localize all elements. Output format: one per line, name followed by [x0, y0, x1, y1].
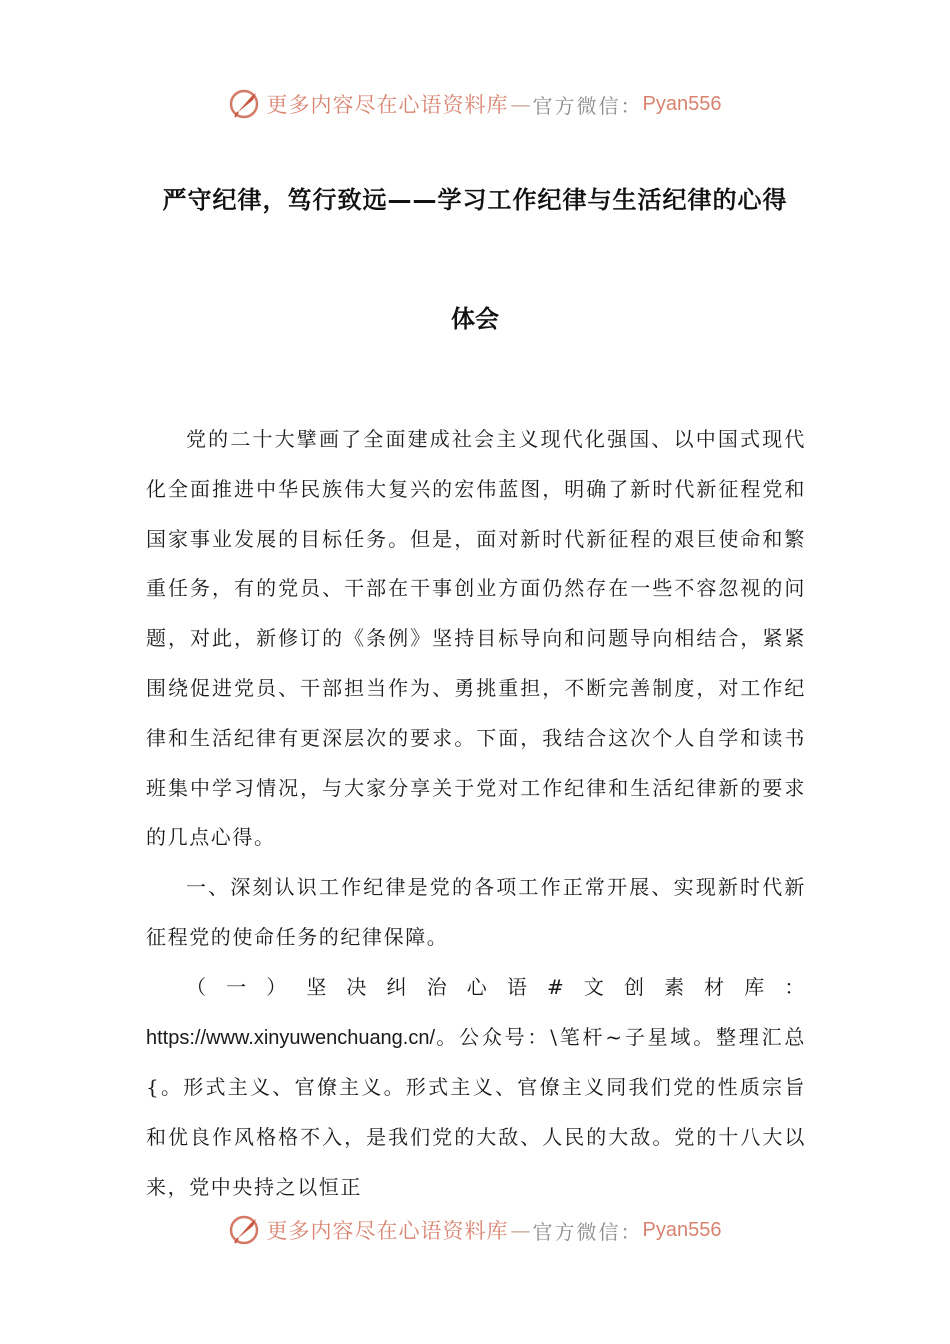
subsection-text-a: （一）坚决纠治心语#文创素材库： — [186, 974, 806, 999]
watermark-dash: — — [510, 92, 531, 116]
footer-watermark — [0, 1210, 950, 1250]
document-title: 严守纪律，笃行致远——学习工作纪律与生活纪律的心得 — [162, 186, 788, 214]
subsection-text-b: 。公众号：\笔杆~子星域。整理汇总{。形式主义、官僚主义。形式主义、官僚主义同我们党的性质宗旨和优良作风格格不入，是我们党的大敌、人民的大敌。党的十八大以来，党中央持之以恒正 — [146, 1024, 806, 1199]
header-watermark — [0, 84, 950, 124]
document-body — [146, 415, 806, 1213]
watermark-text: 更多内容尽在心语资料库 — [266, 1219, 509, 1243]
document-title-continued: 体会 — [451, 305, 499, 333]
watermark-wechat-id: Pyan556 — [642, 92, 722, 115]
subsection-url: https://www.xinyuwenchuang.cn/ — [146, 1026, 436, 1049]
quill-seal-icon — [229, 87, 263, 121]
quill-seal-icon — [229, 1213, 263, 1247]
watermark-text: 更多内容尽在心语资料库 — [266, 93, 509, 117]
watermark-wechat-id: Pyan556 — [642, 1218, 722, 1241]
watermark-wechat-label: 官方微信： — [532, 1219, 643, 1244]
watermark-dash: — — [510, 1218, 531, 1242]
paragraph-subsection-1 — [146, 963, 806, 1213]
section-heading-1: 一、深刻认识工作纪律是党的各项工作正常开展、实现新时代新征程党的使命任务的纪律保障。 — [146, 875, 806, 949]
watermark-wechat-label: 官方微信： — [532, 93, 643, 118]
paragraph-intro: 党的二十大擘画了全面建成社会主义现代化强国、以中国式现代化全面推进中华民族伟大复兴的宏伟蓝图，明确了新时代新征程党和国家事业发展的目标任务。但是，面对新时代新征程的艰巨使命和繁重任务，有的党员、干部在干事创业方面仍然存在一些不容忽视的问题，对此，新修订的《条例》坚持目标导向和问题导向相结合，紧紧围绕促进党员、干部担当作为、勇挑重担，不断完善制度，对工作纪律和生活纪律有更深层次的要求。下面，我结合这次个人自学和读书班集中学习情况，与大家分享关于党对工作纪律和生活纪律新的要求的几点心得。 — [146, 427, 806, 850]
